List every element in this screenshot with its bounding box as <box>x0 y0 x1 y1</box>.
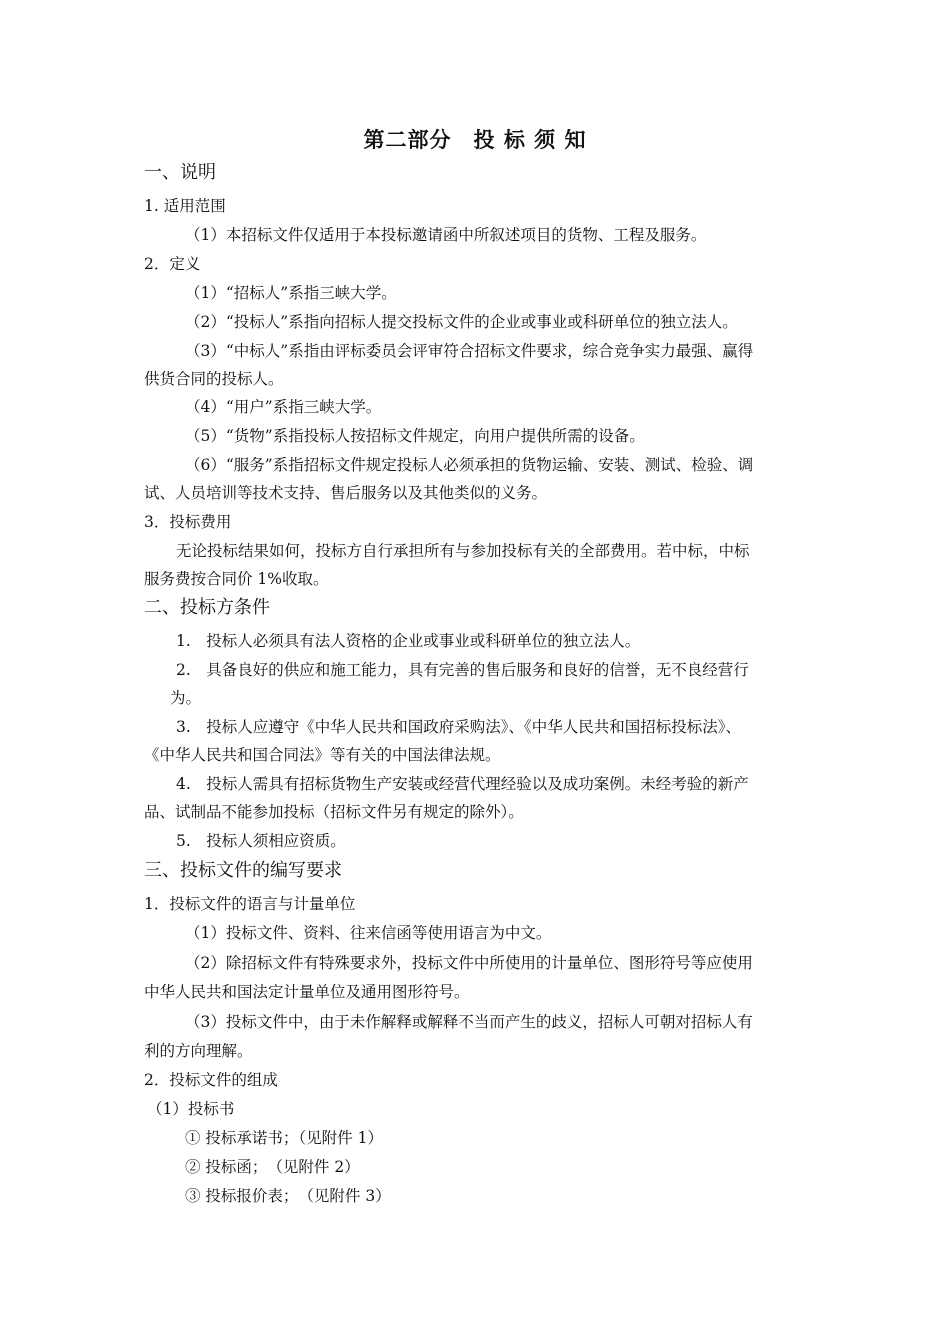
list-item-continuation: 《中华人民共和国合同法》等有关的中国法律法规。 <box>144 746 501 764</box>
page-title: 第二部分 投 标 须 知 <box>363 128 587 152</box>
paragraph: （5）“货物”系指投标人按招标文件规定，向用户提供所需的设备。 <box>185 427 645 445</box>
paragraph-continuation: 服务费按合同价 1%收取。 <box>144 570 329 588</box>
paragraph: （2）“投标人”系指向招标人提交投标文件的企业或事业或科研单位的独立法人。 <box>185 313 738 331</box>
paragraph-continuation: 试、人员培训等技术支持、售后服务以及其他类似的义务。 <box>144 484 548 502</box>
section-heading-bid-document-requirements: 三、投标文件的编写要求 <box>144 860 342 881</box>
subsection-composition: 2．投标文件的组成 <box>144 1071 278 1089</box>
paragraph: （3）投标文件中，由于未作解释或解释不当而产生的歧义，招标人可朝对招标人有 <box>185 1013 753 1031</box>
list-item-continuation: 品、试制品不能参加投标（招标文件另有规定的除外）。 <box>144 803 524 821</box>
list-item: ② 投标函； （见附件 2） <box>185 1158 360 1176</box>
paragraph-continuation: 利的方向理解。 <box>144 1042 253 1060</box>
list-item: 1. 投标人必须具有法人资格的企业或事业或科研单位的独立法人。 <box>176 632 641 650</box>
sub-heading-bid-book: （1）投标书 <box>147 1100 235 1118</box>
list-item: 3. 投标人应遵守《中华人民共和国政府采购法》、《中华人民共和国招标投标法》、 <box>176 718 742 736</box>
paragraph: （6）“服务”系指招标文件规定投标人必须承担的货物运输、安装、测试、检验、调 <box>185 456 754 474</box>
list-item: 5. 投标人须相应资质。 <box>176 832 346 850</box>
subsection-bid-costs: 3．投标费用 <box>144 513 232 531</box>
paragraph: （1）本招标文件仅适用于本投标邀请函中所叙述项目的货物、工程及服务。 <box>185 226 707 244</box>
list-item-continuation: 为。 <box>170 689 202 707</box>
subsection-language-units: 1．投标文件的语言与计量单位 <box>144 895 356 913</box>
paragraph-continuation: 供货合同的投标人。 <box>144 370 284 388</box>
section-heading-bidder-conditions: 二、投标方条件 <box>144 597 270 618</box>
section-heading-description: 一、说明 <box>144 162 216 183</box>
paragraph: 无论投标结果如何，投标方自行承担所有与参加投标有关的全部费用。若中标，中标 <box>176 542 750 560</box>
paragraph: （1）投标文件、资料、往来信函等使用语言为中文。 <box>185 924 552 942</box>
list-item: 4. 投标人需具有招标货物生产安装或经营代理经验以及成功案例。未经考验的新产 <box>176 775 749 793</box>
paragraph: （3）“中标人”系指由评标委员会评审符合招标文件要求，综合竞争实力最强、赢得 <box>185 342 754 360</box>
list-item: ③ 投标报价表； （见附件 3） <box>185 1187 391 1205</box>
subsection-scope: 1. 适用范围 <box>144 197 226 215</box>
paragraph: （2）除招标文件有特殊要求外，投标文件中所使用的计量单位、图形符号等应使用 <box>185 954 753 972</box>
list-item: 2. 具备良好的供应和施工能力，具有完善的售后服务和良好的信誉，无不良经营行 <box>176 661 749 679</box>
paragraph: （1）“招标人”系指三峡大学。 <box>185 284 397 302</box>
list-item: ① 投标承诺书；（见附件 1） <box>185 1129 383 1147</box>
paragraph: （4）“用户”系指三峡大学。 <box>185 398 382 416</box>
subsection-definitions: 2．定义 <box>144 255 201 273</box>
paragraph-continuation: 中华人民共和国法定计量单位及通用图形符号。 <box>144 983 470 1001</box>
